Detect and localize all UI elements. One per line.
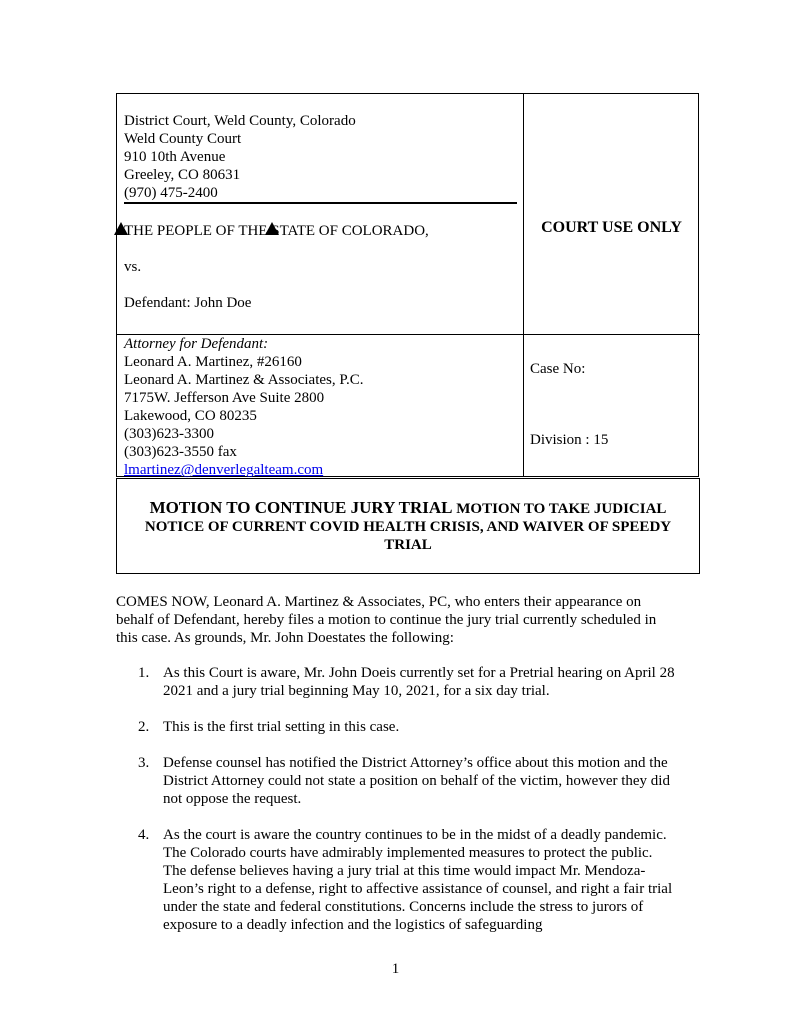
court-street: 910 10th Avenue xyxy=(124,149,226,165)
court-subname: Weld County Court xyxy=(124,131,242,147)
list-item-number: 3. xyxy=(138,755,150,771)
attorney-fax: (303)623-3550 fax xyxy=(124,444,237,460)
motion-title xyxy=(116,478,700,574)
motion-title-primary: MOTION TO CONTINUE JURY TRIAL xyxy=(149,498,453,517)
attorney-email-link[interactable]: lmartinez@denverlegalteam.com xyxy=(124,462,324,478)
list-item xyxy=(138,664,678,700)
court-underline xyxy=(124,202,517,204)
attorney-firm: Leonard A. Martinez & Associates, P.C. xyxy=(124,372,364,388)
court-phone: (970) 475-2400 xyxy=(124,185,218,201)
list-item-number: 4. xyxy=(138,827,150,843)
court-use-only-label: COURT USE ONLY xyxy=(541,219,682,236)
attorney-street: 7175W. Jefferson Ave Suite 2800 xyxy=(124,390,325,406)
parties xyxy=(124,222,429,312)
list-item xyxy=(138,718,678,736)
attorney-name: Leonard A. Martinez, #26160 xyxy=(124,354,302,370)
motion-title-secondary: MOTION TO TAKE JUDICIAL NOTICE OF CURRENT COVID HEALTH CRISIS, AND WAIVER OF SPEEDY TRIAL xyxy=(144,501,672,553)
list-item xyxy=(138,826,678,934)
case-caption xyxy=(116,93,699,477)
list-item-text: This is the first trial setting in this case. xyxy=(163,719,400,735)
attorney-info xyxy=(124,335,364,479)
list-item xyxy=(138,754,678,808)
court-city: Greeley, CO 80631 xyxy=(124,167,241,183)
division-label: Division : 15 xyxy=(530,432,609,448)
list-item-text: Defense counsel has notified the District Attorney’s office about this motion and the District Attorney could not state a position on behalf of the victim, however they did not oppose the request. xyxy=(163,755,670,807)
plaintiff: THE PEOPLE OF THE STATE OF COLORADO, xyxy=(124,223,429,239)
page-number: 1 xyxy=(391,961,400,977)
list-item-number: 1. xyxy=(138,665,150,681)
attorney-phone: (303)623-3300 xyxy=(124,426,214,442)
intro-paragraph: COMES NOW, Leonard A. Martinez & Associates, PC, who enters their appearance on behalf of Defendant, hereby files a motion to continue the jury trial currently scheduled in this case. As grounds, Mr. John Doestates the following: xyxy=(116,594,657,646)
numbered-list xyxy=(138,664,678,952)
attorney-label: Attorney for Defendant: xyxy=(124,336,269,352)
defendant: Defendant: John Doe xyxy=(124,295,252,311)
list-item-text: As the court is aware the country continues to be in the midst of a deadly pandemic. The Colorado courts have admirably implemented measures to protect the public. The defense believes having a jury trial at this time would impact Mr. Mendoza-Leon’s right to a defense, right to affective assistance of counsel, and right a fair trial under the state and federal constitutions. Concerns include the stress to jurors of exposure to a deadly infection and the logistics of safeguarding xyxy=(163,827,673,933)
caption-divider-vertical xyxy=(523,94,524,477)
case-number-label: Case No: xyxy=(530,361,586,377)
list-item-text: As this Court is aware, Mr. John Doeis currently set for a Pretrial hearing on April 28 2021 and a jury trial beginning May 10, 2021, for a six day trial. xyxy=(163,665,675,699)
court-name: District Court, Weld County, Colorado xyxy=(124,113,356,129)
versus: vs. xyxy=(124,259,142,275)
attorney-city: Lakewood, CO 80235 xyxy=(124,408,257,424)
court-info xyxy=(124,112,356,202)
list-item-number: 2. xyxy=(138,719,150,735)
